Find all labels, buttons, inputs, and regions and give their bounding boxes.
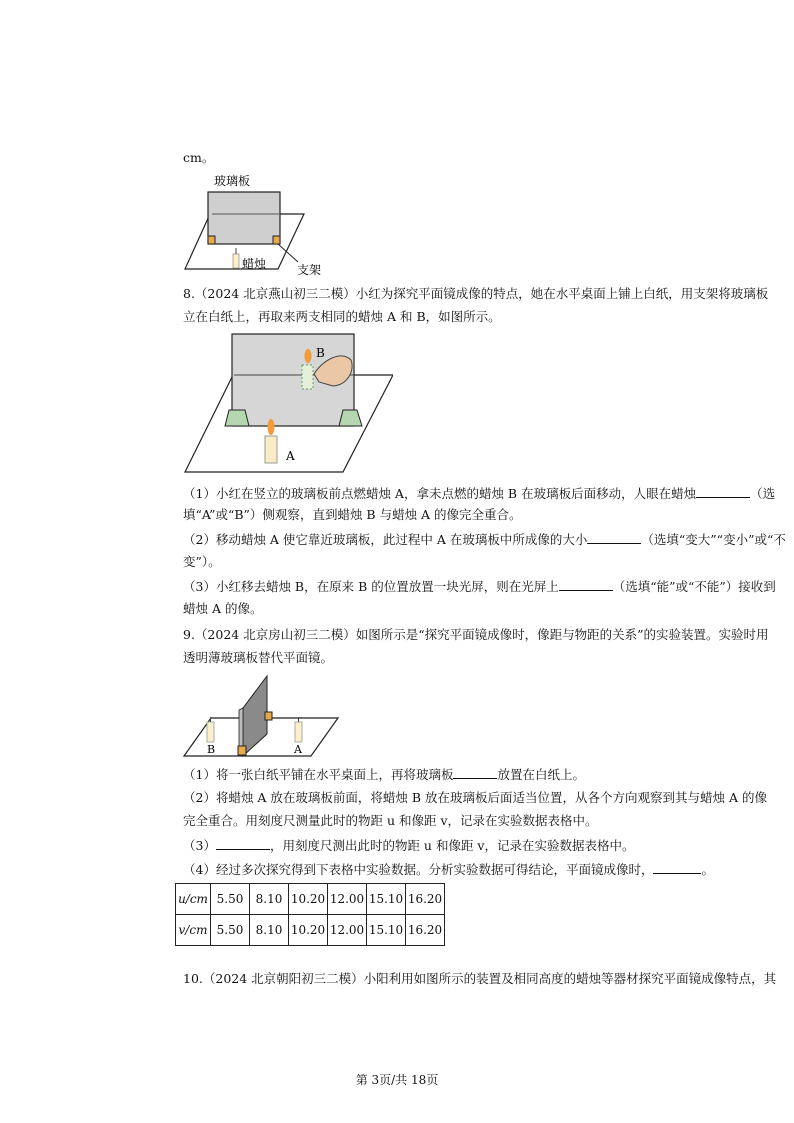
q8-part2-text: （2）移动蜡烛 A 使它靠近玻璃板，此过程中 A 在玻璃板中所成像的大小	[183, 532, 588, 547]
figure-q8-candles-ab	[183, 330, 393, 475]
table-cell: 8.10	[250, 915, 289, 946]
table-row	[176, 915, 445, 946]
q9-part3-label: （3）	[183, 838, 216, 853]
answer-blank[interactable]	[453, 766, 497, 779]
q8-part3-line1	[183, 578, 776, 595]
label-b: B	[316, 346, 325, 360]
answer-blank[interactable]	[653, 861, 701, 874]
q9-part4-text-cont: 。	[701, 862, 714, 877]
q8-part2-line2: 变”）。	[183, 554, 221, 569]
figure-q9-apparatus	[183, 672, 343, 760]
candle-b	[302, 365, 313, 389]
q9-part2-line1: （2）将蜡烛 A 放在玻璃板前面，将蜡烛 B 放在玻璃板后面适当位置，从各个方向观察到其与蜡烛 A 的像	[183, 790, 768, 805]
stand-back	[265, 712, 272, 720]
label-a: A	[286, 449, 295, 463]
answer-blank[interactable]	[216, 837, 270, 850]
answer-blank[interactable]	[696, 485, 750, 498]
q8-part3-line2: 蜡烛 A 的像。	[183, 601, 263, 616]
q9-intro-line1: 9.（2024 北京房山初三二模）如图所示是“探究平面镜成像时，像距与物距的关系”的实验装置。实验时用	[183, 627, 769, 642]
glass-plate	[208, 192, 280, 244]
table-cell: 5.50	[211, 915, 250, 946]
label-stand: 支架	[297, 263, 322, 277]
q8-part2-text-cont: （选填“变大”“变小”或“不	[641, 532, 786, 547]
candle-b-image-flame	[305, 349, 312, 363]
data-table	[175, 883, 445, 946]
label-glass-plate: 玻璃板	[214, 174, 251, 188]
q8-part1-line1	[183, 485, 775, 502]
q9-part3	[183, 837, 635, 854]
q9-part1-text-cont: 放置在白纸上。	[497, 767, 585, 782]
q9-part4	[183, 861, 714, 878]
q9-part1	[183, 766, 585, 783]
q8-part3-text-cont: （选填“能”或“不能”）接收到	[612, 579, 776, 594]
q8-part1-line2: 填“A”或“B”）侧观察，直到蜡烛 B 与蜡烛 A 的像完全重合。	[183, 507, 522, 522]
answer-blank[interactable]	[587, 531, 641, 544]
stand-left	[225, 410, 249, 426]
continued-text: cm。	[183, 150, 215, 165]
table-cell: 10.20	[289, 915, 328, 946]
stand-right	[273, 236, 280, 244]
q8-part3-text: （3）小红移去蜡烛 B，在原来 B 的位置放置一块光屏，则在光屏上	[183, 579, 559, 594]
table-cell: 8.10	[250, 884, 289, 915]
q9-part3-text: ，用刻度尺测出此时的物距 u 和像距 v，记录在实验数据表格中。	[269, 838, 635, 853]
glass-plate	[243, 676, 267, 756]
stand-right	[339, 410, 362, 426]
table-cell: 10.20	[289, 884, 328, 915]
candle-a-flame	[268, 419, 275, 435]
q8-part1-text: （1）小红在竖立的玻璃板前点燃蜡烛 A，拿未点燃的蜡烛 B 在玻璃板后面移动，人眼在蜡烛	[183, 486, 697, 501]
q8-intro-line2: 立在白纸上，再取来两支相同的蜡烛 A 和 B，如图所示。	[183, 309, 501, 324]
table-cell: 15.10	[367, 915, 406, 946]
candle	[233, 254, 239, 268]
table-cell: 16.20	[406, 915, 445, 946]
table-cell: 5.50	[211, 884, 250, 915]
q9-intro-line2: 透明薄玻璃板替代平面镜。	[183, 650, 334, 665]
q9-part1-text: （1）将一张白纸平铺在水平桌面上，再将玻璃板	[183, 767, 454, 782]
candle-a	[265, 436, 277, 463]
label-a: A	[294, 743, 302, 756]
page-number: 第 3页/共 18页	[355, 1073, 439, 1087]
table-cell: 15.10	[367, 884, 406, 915]
stand-front	[238, 746, 246, 755]
candle-a	[295, 722, 302, 742]
figure-glass-plate-setup	[180, 170, 330, 280]
table-cell: 12.00	[328, 884, 367, 915]
q9-part4-text: （4）经过多次探究得到下表格中实验数据。分析实验数据可得结论，平面镜成像时，	[183, 862, 654, 877]
candle-b	[207, 722, 214, 742]
stand-left	[208, 236, 215, 244]
q10-intro-line1: 10.（2024 北京朝阳初三二模）小阳利用如图所示的装置及相同高度的蜡烛等器材探究平面镜成像特点，其	[183, 971, 777, 986]
q8-part2-line1	[183, 531, 786, 548]
table-cell: 16.20	[406, 884, 445, 915]
table-cell: u/cm	[176, 884, 211, 915]
table-cell: v/cm	[176, 915, 211, 946]
q8-intro-line1: 8.（2024 北京燕山初三二模）小红为探究平面镜成像的特点，她在水平桌面上铺上白纸，用支架将玻璃板	[183, 286, 769, 301]
table-cell: 12.00	[328, 915, 367, 946]
table-row	[176, 884, 445, 915]
label-b: B	[207, 743, 216, 756]
q8-part1-text-cont: （选	[750, 486, 776, 501]
q9-part2-line2: 完全重合。用刻度尺测量此时的物距 u 和像距 v，记录在实验数据表格中。	[183, 813, 598, 828]
answer-blank[interactable]	[559, 578, 613, 591]
label-candle: 蜡烛	[242, 257, 267, 271]
